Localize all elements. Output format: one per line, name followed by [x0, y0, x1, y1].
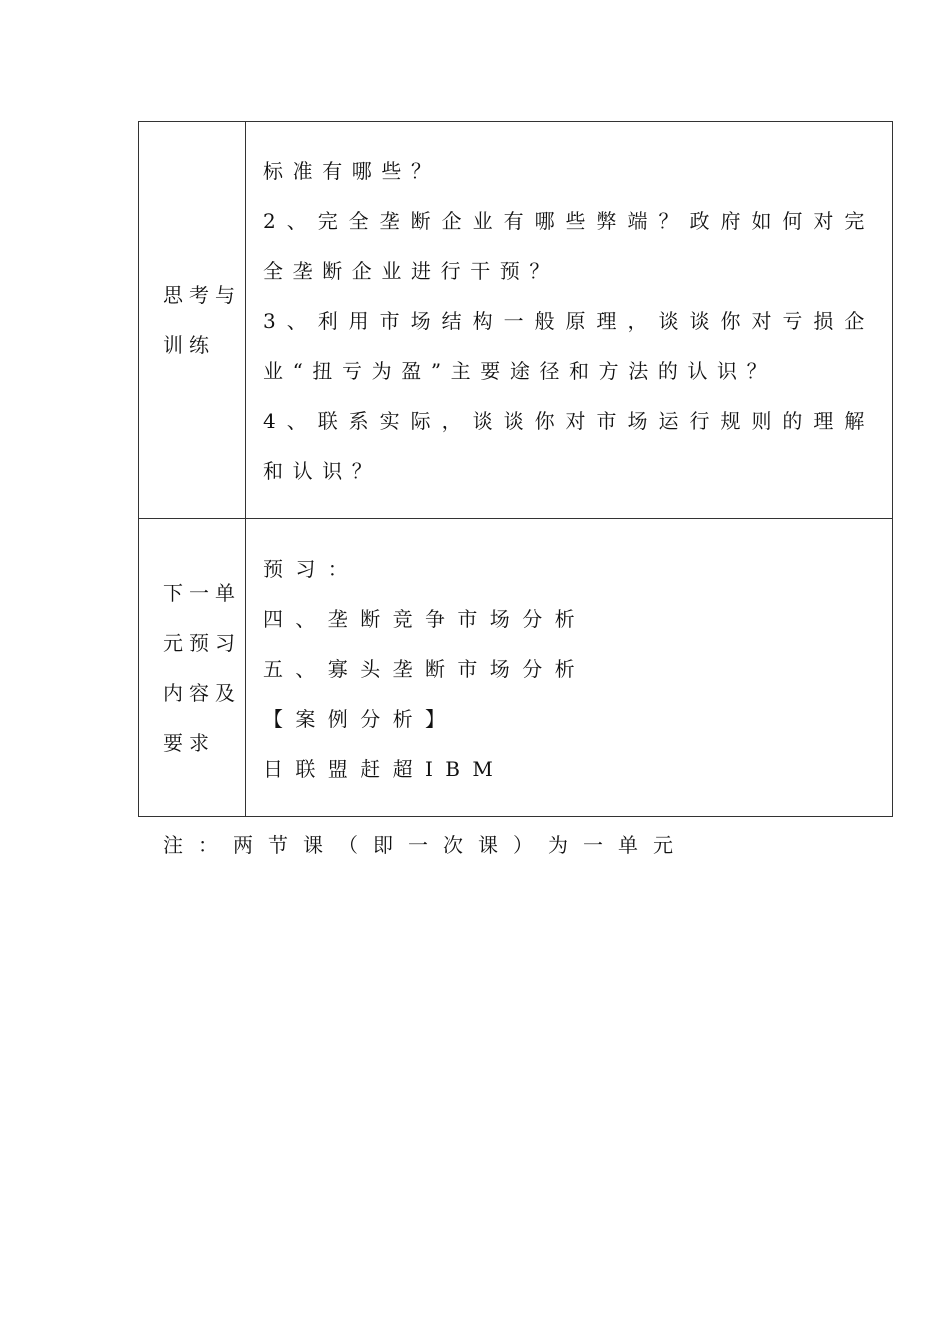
question-paragraph: 2、完全垄断企业有哪些弊端？政府如何对完全垄断企业进行干预？	[263, 209, 874, 283]
row-content-cell	[246, 122, 893, 519]
footnote: 注：两节课（即一次课）为一单元	[163, 833, 688, 857]
row-label-cell	[139, 122, 246, 519]
case-title: 日联盟赶超IBM	[263, 756, 506, 781]
preview-line: 五、寡头垄断市场分析	[263, 656, 587, 681]
case-analysis-heading: 【案例分析】	[263, 706, 458, 731]
preview-line: 预习：	[263, 556, 361, 581]
row-label: 下一单元预习内容及要求	[163, 580, 241, 755]
row-label: 思考与训练	[163, 283, 241, 357]
lesson-plan-table	[138, 121, 893, 817]
table-row-next-unit-preview	[139, 519, 893, 817]
row-label-cell	[139, 519, 246, 817]
preview-line: 四、垄断竞争市场分析	[263, 606, 587, 631]
question-paragraph: 4、联系实际，谈谈你对市场运行规则的理解和认识？	[263, 409, 874, 483]
row-content-cell	[246, 519, 893, 817]
table-row-thinking-training	[139, 122, 893, 519]
question-paragraph: 标准有哪些？	[263, 159, 441, 183]
question-paragraph: 3、利用市场结构一般原理，谈谈你对亏损企业“扭亏为盈”主要途径和方法的认识？	[263, 309, 874, 383]
